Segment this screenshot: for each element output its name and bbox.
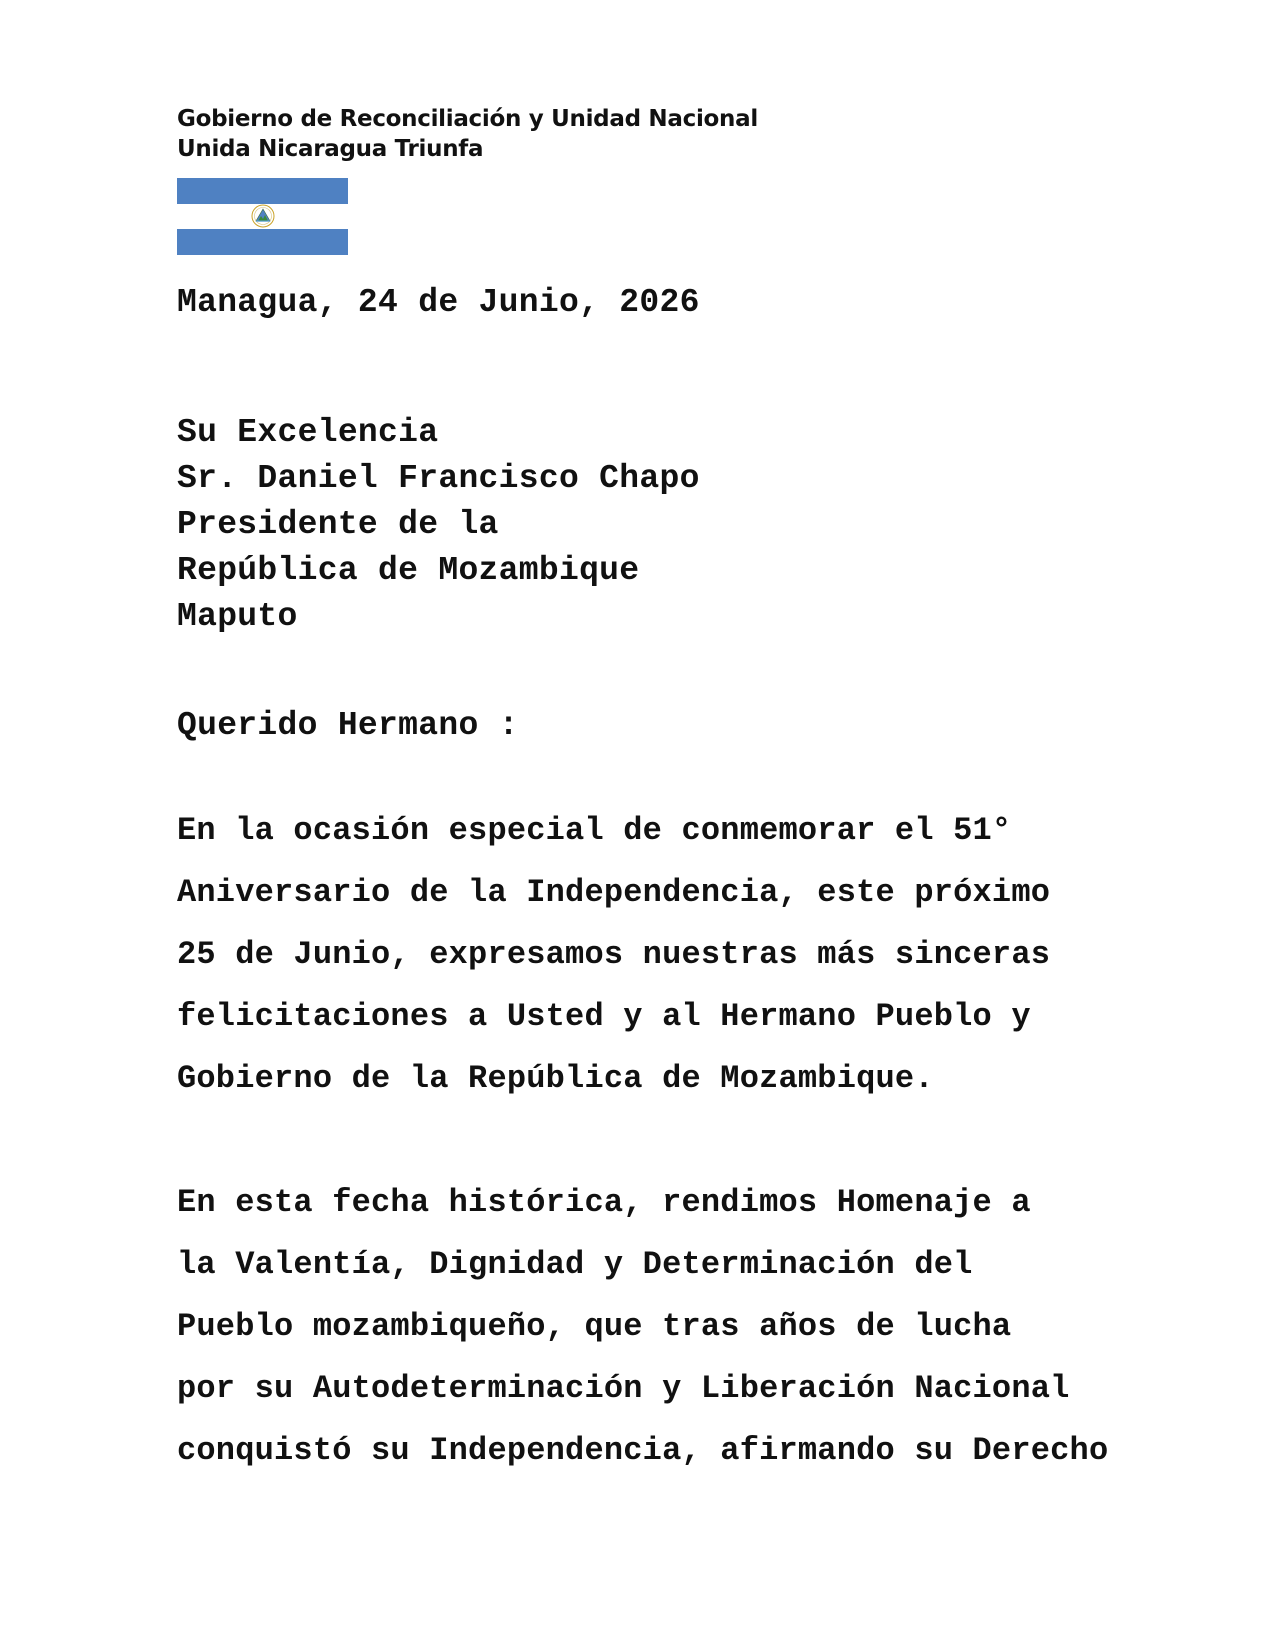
nicaragua-flag <box>177 178 348 255</box>
letterhead-government-name: Gobierno de Reconciliación y Unidad Nacional <box>177 106 758 132</box>
paragraph-line: conquistó su Independencia, afirmando su Derecho <box>177 1432 1109 1469</box>
recipient-line: República de Mozambique <box>177 552 640 589</box>
paragraph-1 <box>177 800 1102 1110</box>
paragraph-line: la Valentía, Dignidad y Determinación del <box>177 1246 973 1283</box>
recipient-line: Su Excelencia <box>177 414 439 451</box>
paragraph-2 <box>177 1172 1109 1482</box>
greeting: Querido Hermano : <box>177 707 519 744</box>
recipient-line: Presidente de la <box>177 506 499 543</box>
letterhead-slogan: Unida Nicaragua Triunfa <box>177 136 484 162</box>
recipient-line: Sr. Daniel Francisco Chapo <box>177 460 700 497</box>
paragraph-line: En la ocasión especial de conmemorar el 51° <box>177 812 1012 849</box>
flag-bottom-band <box>177 229 348 255</box>
paragraph-line: Aniversario de la Independencia, este próximo <box>177 874 1051 911</box>
paragraph-line: En esta fecha histórica, rendimos Homenaje a <box>177 1184 1031 1221</box>
recipient-line: Maputo <box>177 598 298 635</box>
flag-top-band <box>177 178 348 204</box>
paragraph-line: por su Autodeterminación y Liberación Nacional <box>177 1370 1070 1407</box>
paragraph-line: 25 de Junio, expresamos nuestras más sinceras <box>177 936 1051 973</box>
letter-date: Managua, 24 de Junio, 2026 <box>177 284 700 321</box>
recipient-block <box>177 410 700 640</box>
paragraph-line: Gobierno de la República de Mozambique. <box>177 1060 934 1097</box>
paragraph-line: felicitaciones a Usted y al Hermano Pueblo y <box>177 998 1031 1035</box>
coat-of-arms-icon <box>250 204 276 228</box>
letterhead <box>177 104 758 164</box>
paragraph-line: Pueblo mozambiqueño, que tras años de lucha <box>177 1308 1012 1345</box>
